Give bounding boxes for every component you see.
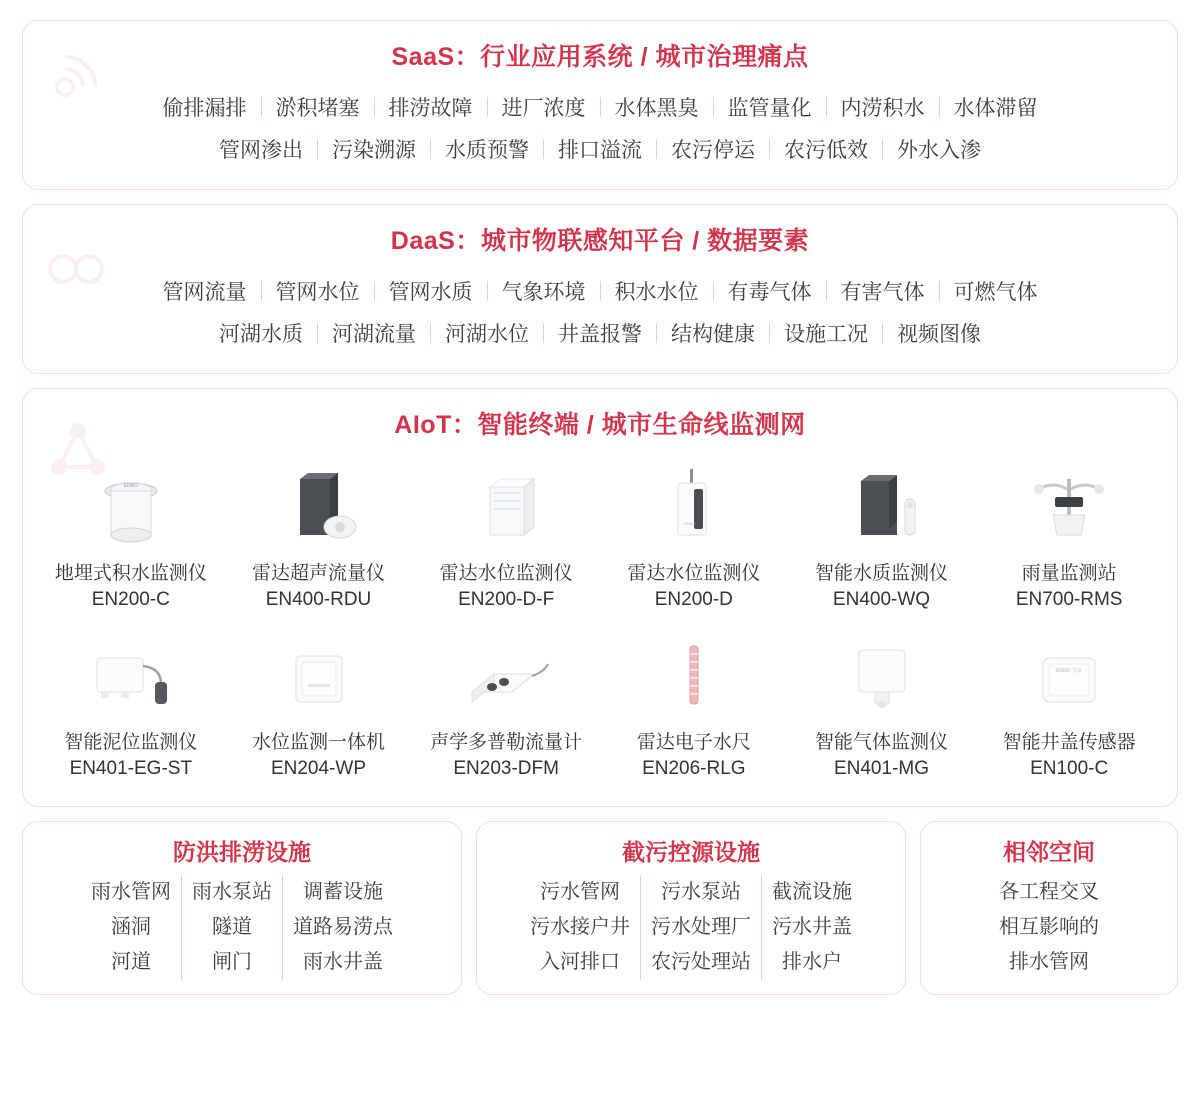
saas-tag: 外水入渗 — [897, 139, 981, 162]
pollution-control-panel — [476, 821, 906, 995]
device-name: 地埋式积水监测仪 — [54, 563, 207, 584]
device-model: EN204-WP — [270, 757, 366, 779]
saas-tag: 水体滞留 — [953, 97, 1038, 120]
flood-control-column — [181, 875, 282, 980]
saas-tag: 污染溯源 — [332, 139, 416, 162]
daas-tag-rows — [23, 273, 1177, 373]
adjacent-space-line: 排水管网 — [1009, 950, 1089, 973]
flood-control-panel — [22, 821, 462, 995]
saas-panel — [22, 20, 1178, 190]
daas-tag: 气象环境 — [501, 281, 586, 304]
device-card[interactable] — [412, 457, 600, 622]
saas-tag: 水体黑臭 — [614, 97, 699, 120]
aiot-panel — [22, 388, 1178, 807]
pollution-control-column — [520, 875, 640, 980]
saas-tag: 排口溢流 — [558, 139, 642, 162]
svg-text:ENNO: ENNO — [123, 483, 139, 489]
daas-title — [23, 205, 1177, 267]
adjacent-space-lines — [927, 875, 1171, 980]
saas-tag: 偷排漏排 — [162, 97, 247, 120]
saas-tag-rows — [23, 89, 1177, 189]
saas-tag-row — [41, 131, 1159, 167]
daas-tag: 井盖报警 — [558, 323, 642, 346]
facility-item: 农污处理站 — [651, 950, 751, 973]
device-card[interactable] — [975, 457, 1163, 622]
device-card[interactable] — [788, 626, 976, 791]
rain-gauge-station-icon — [994, 463, 1144, 555]
pollution-control-columns — [483, 875, 899, 980]
pollution-control-column — [640, 875, 761, 980]
doppler-flowmeter-icon — [431, 632, 581, 724]
device-card[interactable] — [975, 626, 1163, 791]
electronic-water-gauge-icon — [619, 632, 769, 724]
saas-tag-row — [41, 89, 1159, 125]
device-card[interactable] — [37, 457, 225, 622]
daas-tag-row — [41, 315, 1159, 351]
flood-control-columns — [29, 875, 455, 980]
facility-item: 污水处理厂 — [651, 915, 751, 938]
device-model: EN400-WQ — [832, 588, 931, 610]
saas-title-main: 行业应用系统 / 城市治理痛点 — [480, 43, 809, 71]
facility-item: 闸门 — [212, 950, 252, 973]
saas-tag: 监管量化 — [727, 97, 812, 120]
daas-tag: 可燃气体 — [953, 281, 1038, 304]
saas-tag: 农污低效 — [784, 139, 868, 162]
device-model: EN700-RMS — [1015, 588, 1123, 610]
daas-tag: 视频图像 — [897, 323, 981, 346]
facility-item: 调蓄设施 — [303, 880, 383, 903]
saas-title — [23, 21, 1177, 83]
saas-tag: 淤积堵塞 — [275, 97, 360, 120]
device-model: EN206-RLG — [642, 757, 746, 779]
device-card[interactable] — [412, 626, 600, 791]
device-card[interactable] — [600, 457, 788, 622]
svg-text:ENNO: ENNO — [683, 521, 696, 526]
facility-item: 涵洞 — [111, 915, 151, 938]
device-model: EN200-C — [91, 588, 170, 610]
device-model: EN200-D-F — [458, 588, 555, 610]
svg-text:ENNO 井盖: ENNO 井盖 — [1056, 668, 1083, 675]
device-name: 水位监测一体机 — [251, 732, 385, 754]
flood-control-title: 防洪排涝设施 — [173, 838, 311, 865]
daas-tag: 管网流量 — [162, 281, 247, 304]
saas-tag: 农污停运 — [671, 139, 755, 162]
saas-tag: 水质预警 — [445, 139, 529, 162]
device-model: EN401-MG — [833, 757, 929, 779]
facility-item: 雨水泵站 — [192, 880, 272, 903]
radar-level-meter-f-icon — [431, 463, 581, 555]
gas-monitor-icon — [806, 632, 956, 724]
saas-tag: 排涝故障 — [388, 97, 473, 120]
facility-item: 雨水管网 — [91, 880, 171, 903]
saas-tag: 进厂浓度 — [501, 97, 586, 120]
adjacent-space-line: 相互影响的 — [999, 915, 1099, 938]
device-grid — [23, 451, 1177, 806]
bottom-panels — [22, 821, 1178, 995]
aiot-title — [23, 389, 1177, 451]
facility-item: 排水户 — [782, 950, 842, 973]
buried-water-sensor-icon — [56, 463, 206, 555]
device-name: 雷达超声流量仪 — [251, 563, 385, 584]
facility-item: 污水接户井 — [530, 915, 630, 938]
pollution-control-title: 截污控源设施 — [622, 838, 760, 865]
pollution-control-column — [761, 875, 862, 980]
facility-item: 河道 — [111, 950, 151, 973]
water-quality-meter-icon — [806, 463, 956, 555]
integrated-level-monitor-icon — [243, 632, 393, 724]
device-name: 智能井盖传感器 — [1002, 732, 1136, 754]
saas-tag: 内涝积水 — [840, 97, 925, 120]
radar-level-meter-icon — [619, 463, 769, 555]
device-name: 雷达电子水尺 — [636, 732, 751, 754]
facility-item: 隧道 — [212, 915, 252, 938]
daas-tag-row — [41, 273, 1159, 309]
sludge-level-meter-icon — [56, 632, 206, 724]
device-model: EN401-EG-ST — [69, 757, 193, 779]
device-card[interactable] — [225, 457, 413, 622]
device-card[interactable] — [788, 457, 976, 622]
device-name: 雨量监测站 — [1021, 563, 1117, 584]
daas-tag: 管网水位 — [275, 281, 360, 304]
flood-control-column — [282, 875, 403, 980]
facility-item: 污水井盖 — [772, 915, 852, 938]
daas-tag: 积水水位 — [614, 281, 699, 304]
device-name: 智能泥位监测仪 — [64, 732, 198, 754]
facility-item: 污水管网 — [540, 880, 620, 903]
daas-tag: 结构健康 — [671, 323, 755, 346]
device-name: 智能气体监测仪 — [814, 732, 948, 754]
daas-tag: 设施工况 — [784, 323, 868, 346]
device-card[interactable] — [37, 626, 225, 791]
device-model: EN100-C — [1030, 757, 1109, 779]
device-name: 雷达水位监测仪 — [439, 563, 573, 584]
daas-tag: 河湖流量 — [332, 323, 416, 346]
adjacent-space-line: 各工程交叉 — [999, 880, 1099, 903]
radar-ultrasonic-flowmeter-icon — [243, 463, 393, 555]
daas-tag: 有害气体 — [840, 281, 925, 304]
facility-item: 道路易涝点 — [293, 915, 393, 938]
facility-item: 污水泵站 — [661, 880, 741, 903]
daas-panel — [22, 204, 1178, 374]
device-model: EN203-DFM — [453, 757, 559, 779]
facility-item: 截流设施 — [772, 880, 852, 903]
device-name: 智能水质监测仪 — [814, 563, 948, 584]
device-card[interactable] — [225, 626, 413, 791]
daas-tag: 有毒气体 — [727, 281, 812, 304]
device-model: EN400-RDU — [265, 588, 372, 610]
daas-title-main: 城市物联感知平台 / 数据要素 — [480, 227, 810, 255]
facility-item: 雨水井盖 — [303, 950, 383, 973]
daas-tag: 河湖水质 — [219, 323, 303, 346]
aiot-title-prefix: AIoT： — [394, 411, 478, 439]
saas-tag: 管网渗出 — [219, 139, 303, 162]
adjacent-space-panel — [920, 821, 1178, 995]
daas-tag: 管网水质 — [388, 281, 473, 304]
daas-tag: 河湖水位 — [445, 323, 529, 346]
adjacent-space-title: 相邻空间 — [1003, 838, 1095, 865]
saas-title-prefix: SaaS： — [391, 43, 481, 71]
facility-item: 入河排口 — [540, 950, 620, 973]
daas-title-prefix: DaaS： — [390, 227, 481, 255]
flood-control-column — [81, 875, 181, 980]
manhole-cover-sensor-icon — [994, 632, 1144, 724]
device-model: EN200-D — [654, 588, 733, 610]
device-card[interactable] — [600, 626, 788, 791]
device-name: 雷达水位监测仪 — [627, 563, 761, 584]
aiot-title-main: 智能终端 / 城市生命线监测网 — [477, 411, 806, 439]
device-name: 声学多普勒流量计 — [430, 732, 583, 754]
